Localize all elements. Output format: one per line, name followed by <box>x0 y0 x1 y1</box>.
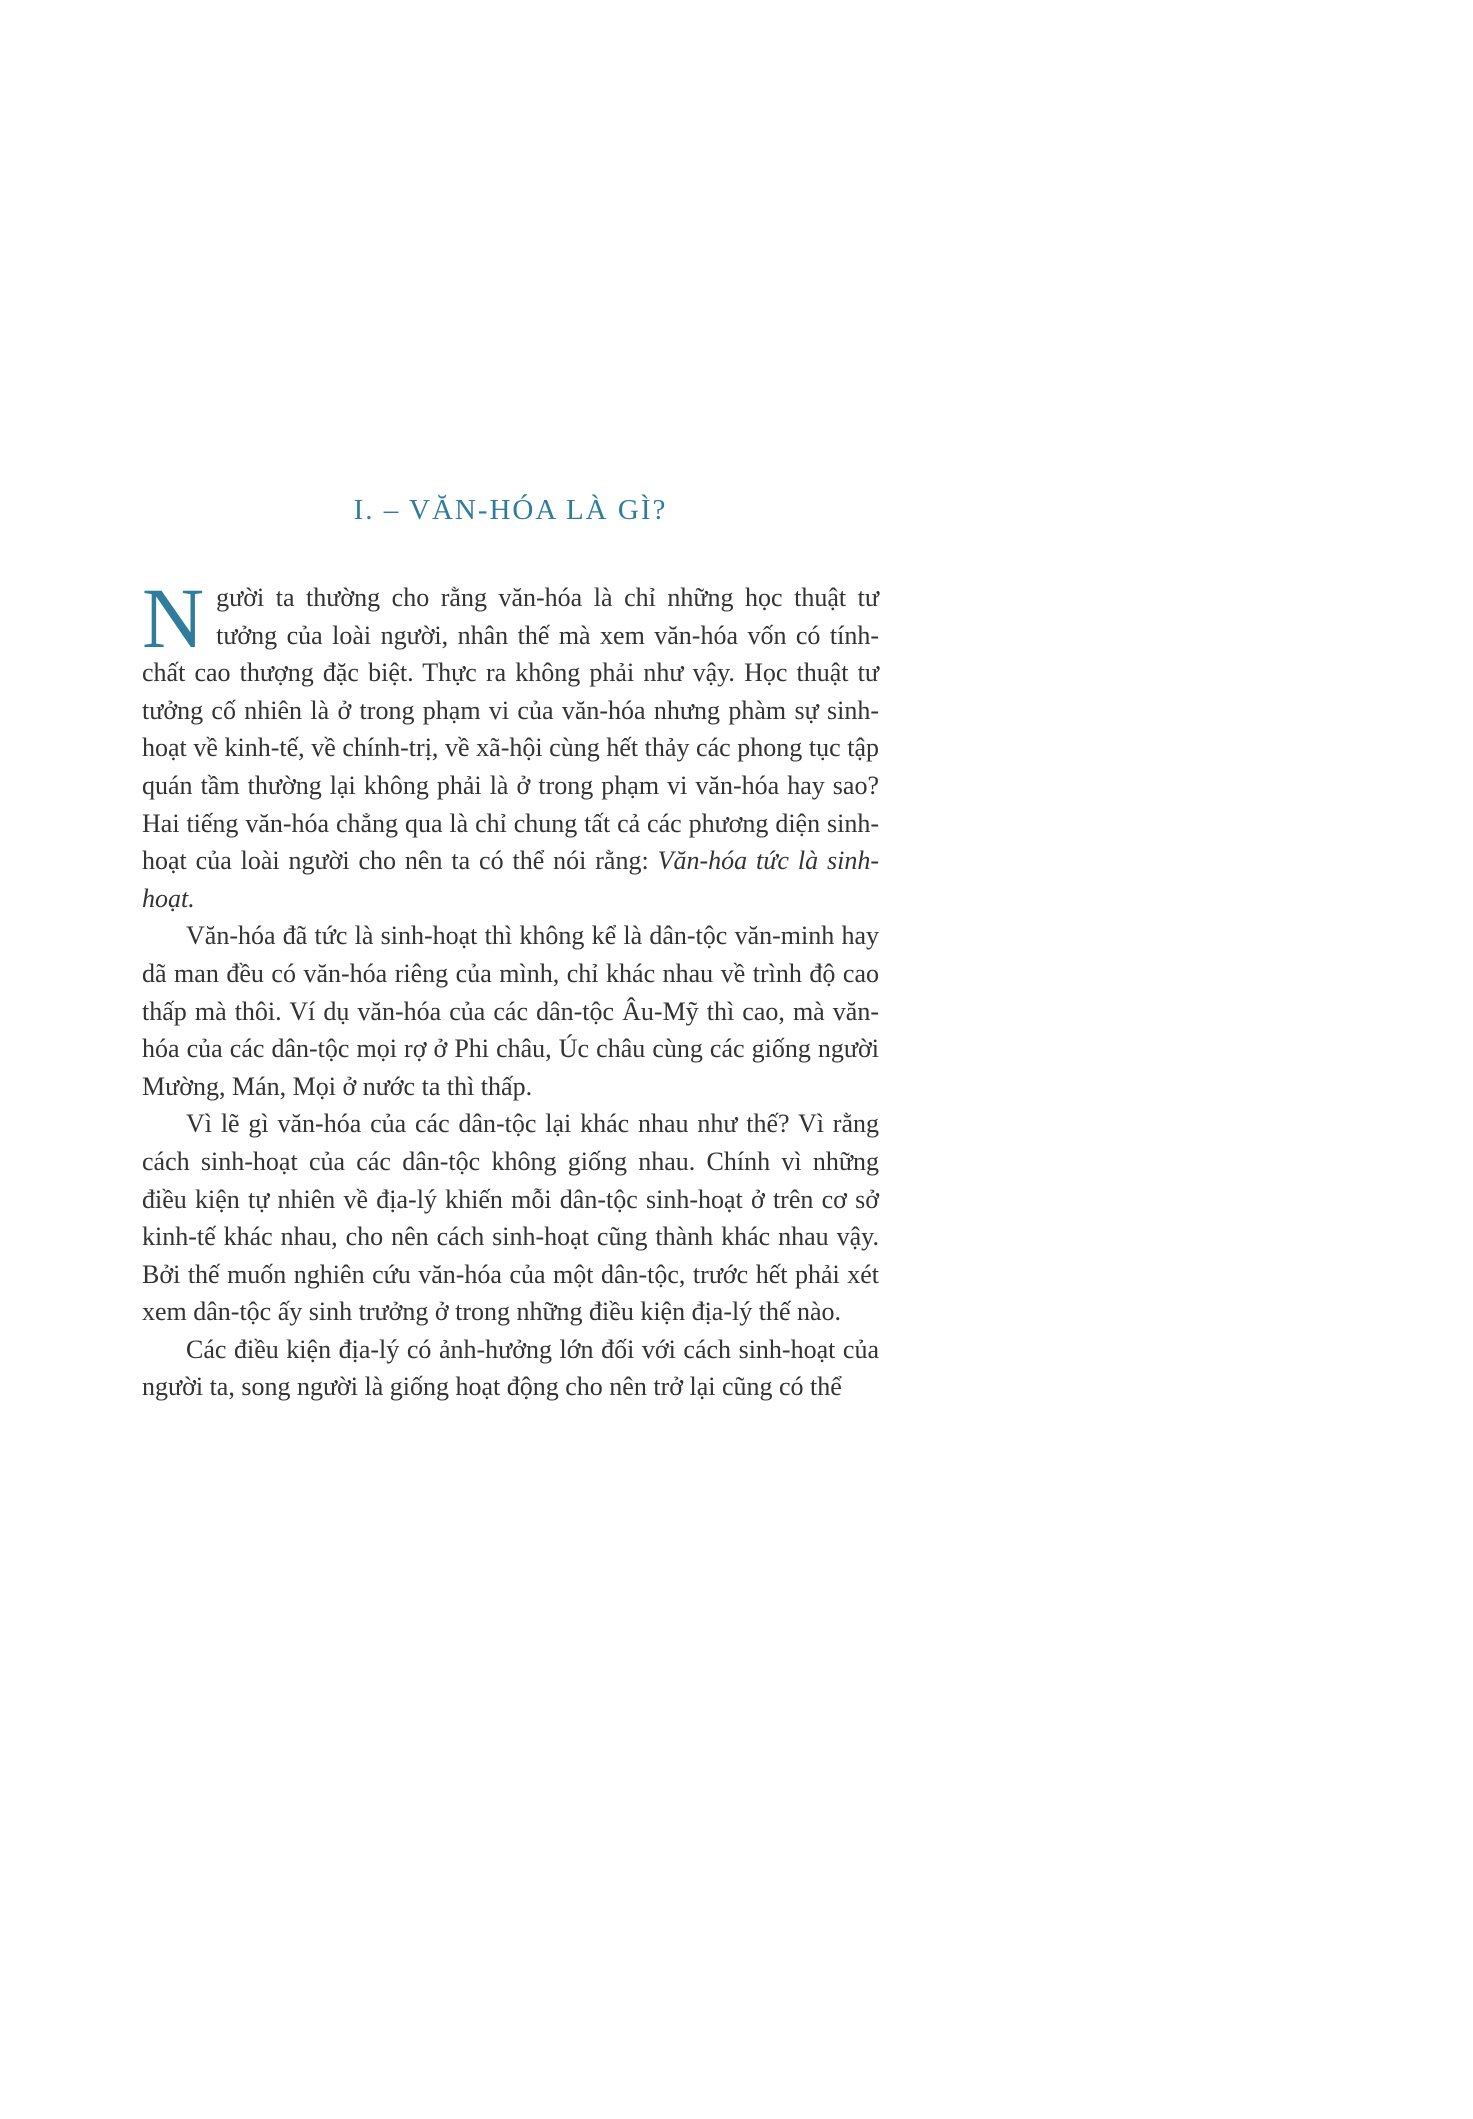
body-text: Các điều kiện địa-lý có ảnh-hưởng lớn đối với cách sinh-hoạt của người ta, song người là giống hoạt động cho nên trở lại cũng có thể <box>142 1334 879 1402</box>
italic-text: Văn-hóa tức là sinh-hoạt. <box>142 846 879 913</box>
paragraph <box>142 917 879 1105</box>
body-text: Vì lẽ gì văn-hóa của các dân-tộc lại khác nhau như thế? Vì rằng cách sinh-hoạt của các dân-tộc không giống nhau. Chính vì những điều kiện tự nhiên về địa-lý khiến mỗi dân-tộc sinh-hoạt ở trên cơ sở kinh-tế khác nhau, cho nên cách sinh-hoạt cũng thành khác nhau vậy. Bởi thế muốn nghiên cứu văn-hóa của một dân-tộc, trước hết phải xét xem dân-tộc ấy sinh trưởng ở trong những điều kiện địa-lý thế nào. <box>142 1109 879 1327</box>
body-text: Văn-hóa đã tức là sinh-hoạt thì không kể là dân-tộc văn-minh hay dã man đều có văn-hóa riêng của mình, chỉ khác nhau về trình độ cao thấp mà thôi. Ví dụ văn-hóa của các dân-tộc Âu-Mỹ thì cao, mà văn-hóa của các dân-tộc mọi rợ ở Phi châu, Úc châu cùng các giống người Mường, Mán, Mọi ở nước ta thì thấp. <box>142 921 879 1101</box>
paragraph <box>142 570 879 917</box>
drop-cap: N <box>142 570 205 666</box>
paragraphs <box>142 570 879 1406</box>
paragraph <box>142 1331 879 1406</box>
chapter-heading: I. – VĂN-HÓA LÀ GÌ? <box>353 494 668 526</box>
body-text: gười ta thường cho rằng văn-hóa là chỉ những học thuật tư tưởng của loài người, nhân thế mà xem văn-hóa vốn có tính-chất cao thượng đặc biệt. Thực ra không phải như vậy. Học thuật tư tưởng cố nhiên là ở trong phạm vi của văn-hóa nhưng phàm sự sinh-hoạt về kinh-tế, về chính-trị, về xã-hội cùng hết thảy các phong tục tập quán tầm thường lại không phải là ở trong phạm vi văn-hóa hay sao? Hai tiếng văn-hóa chẳng qua là chỉ chung tất cả các phương diện sinh-hoạt của loài người cho nên ta có thể nói rằng: <box>142 583 879 876</box>
paragraph <box>142 1105 879 1331</box>
text-column <box>142 494 879 1406</box>
